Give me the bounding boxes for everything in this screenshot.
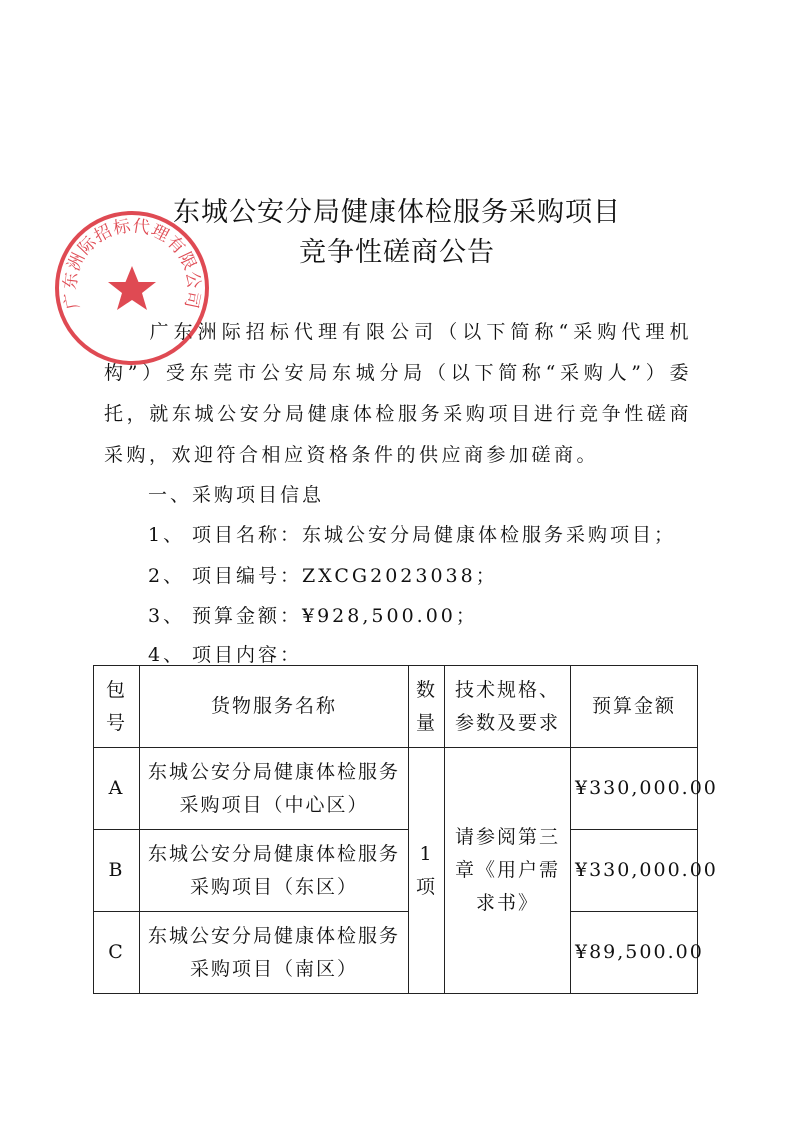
svg-text:广东洲际招标代理有限公司: 广东洲际招标代理有限公司: [60, 216, 204, 311]
cell-budget: ¥330,000.00: [571, 830, 698, 912]
cell-quantity: 1 项: [409, 748, 445, 994]
header-package: 包 号: [94, 666, 140, 748]
cell-budget: ¥89,500.00: [571, 912, 698, 994]
cell-name: 东城公安分局健康体检服务 采购项目（南区）: [140, 912, 409, 994]
table-row: [94, 912, 698, 994]
item-line-3: [148, 601, 478, 628]
cell-package: A: [94, 748, 140, 830]
item-text: 项目名称：东城公安分局健康体检服务采购项目；: [192, 524, 677, 546]
item-text: 项目编号：ZXCG2023038；: [192, 565, 498, 587]
cell-spec: 请参阅第三 章《用户需 求书》: [445, 748, 571, 994]
document-title-line1: 东城公安分局健康体检服务采购项目: [173, 197, 621, 228]
cell-name: 东城公安分局健康体检服务 采购项目（中心区）: [140, 748, 409, 830]
cell-name: 东城公安分局健康体检服务 采购项目（东区）: [140, 830, 409, 912]
document-title-line2: 竞争性磋商公告: [299, 237, 495, 268]
item-line-4: [148, 640, 302, 667]
project-content-table: [93, 665, 718, 994]
item-number: 4、: [148, 644, 186, 666]
item-text: 项目内容：: [192, 644, 303, 666]
table-header-row: [94, 666, 698, 748]
cell-package: B: [94, 830, 140, 912]
star-icon: [108, 266, 156, 310]
item-number: 3、: [148, 605, 186, 627]
table-row: [94, 830, 698, 912]
item-line-1: [148, 520, 676, 547]
header-spec: 技术规格、 参数及要求: [445, 666, 571, 748]
item-number: 1、: [148, 524, 186, 546]
intro-text: 广东洲际招标代理有限公司（以下简称“采购代理机构”）受东莞市公安局东城分局（以下简称“采购人”）委托，就东城公安分局健康体检服务采购项目进行竞争性磋商采购，欢迎符合相应资格条件的供应商参加磋商。: [104, 321, 692, 466]
section-heading: 一、采购项目信息: [148, 484, 325, 506]
header-budget: 预算金额: [571, 666, 698, 748]
cell-package: C: [94, 912, 140, 994]
cell-budget: ¥330,000.00: [571, 748, 698, 830]
table-row: [94, 748, 698, 830]
item-text: 预算金额：¥928,500.00；: [192, 605, 478, 627]
item-line-2: [148, 561, 498, 588]
header-name: 货物服务名称: [140, 666, 409, 748]
item-number: 2、: [148, 565, 186, 587]
header-qty: 数 量: [409, 666, 445, 748]
company-seal: [52, 208, 212, 368]
